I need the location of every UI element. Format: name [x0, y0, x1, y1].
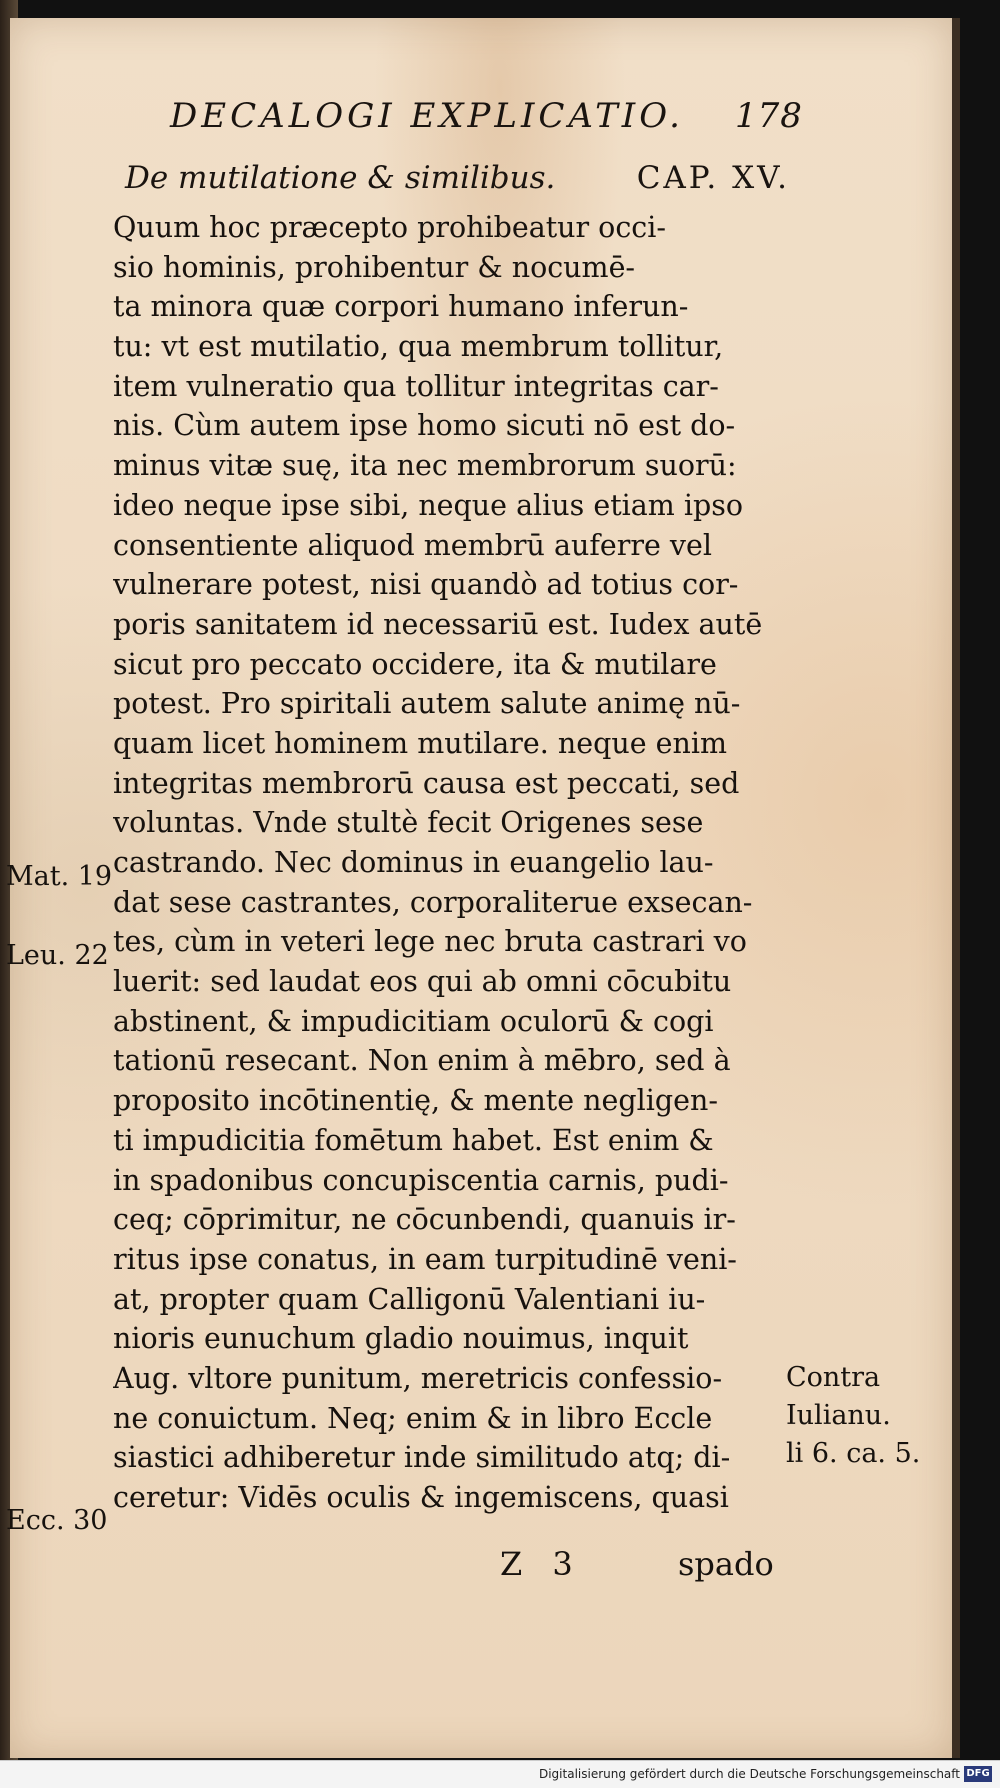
text-line: ritus ipse conatus, in eam turpitudinē veni-: [113, 1242, 737, 1276]
text-line: dat sese castrantes, corporaliterue exsecan-: [113, 885, 753, 919]
chapter-number: CAP. XV.: [636, 160, 790, 196]
text-line: Aug. vltore punitum, meretricis confessio-: [113, 1361, 723, 1395]
margin-note-book-chapter: li 6. ca. 5.: [786, 1438, 921, 1469]
running-title: DECALOGI EXPLICATIO.: [170, 96, 684, 136]
chapter-subject: De mutilatione & similibus.: [125, 160, 556, 196]
text-line: ti impudicitia fomētum habet. Est enim &: [113, 1123, 714, 1157]
margin-note-ecclesiasticus: Ecc. 30: [6, 1505, 108, 1536]
text-line: in spadonibus concupiscentia carnis, pudi-: [113, 1163, 729, 1197]
text-line: ta minora quæ corpori humano inferun-: [113, 290, 689, 324]
text-line: at, propter quam Calligonū Valentiani iu-: [113, 1282, 706, 1316]
margin-note-leviticus: Leu. 22: [6, 940, 109, 971]
text-line: abstinent, & impudicitiam oculorū & cogi: [113, 1004, 714, 1038]
text-line: proposito incōtinentię, & mente negligen-: [113, 1084, 718, 1118]
margin-note-matthew: Mat. 19: [6, 861, 113, 892]
text-line: potest. Pro spiritali autem salute animę nū-: [113, 687, 741, 721]
folio-number: 178: [735, 96, 803, 136]
text-line: vulnerare potest, nisi quandò ad totius cor-: [113, 568, 739, 602]
text-line: minus vitæ suę, ita nec membrorum suorū:: [113, 449, 737, 483]
text-line: castrando. Nec dominus in euangelio lau-: [113, 846, 714, 879]
chapter-heading: [125, 160, 790, 200]
text-line: ceretur: Vidēs oculis & ingemiscens, quasi: [113, 1481, 729, 1514]
text-line: sio hominis, prohibentur & nocumē-: [113, 250, 636, 284]
digitization-note: Digitalisierung gefördert durch die Deutsche Forschungsgemeinschaft: [538, 1767, 960, 1781]
text-line: nis. Cùm autem ipse homo sicuti nō est do-: [113, 409, 736, 443]
text-line: quam licet hominem mutilare. neque enim: [113, 726, 727, 760]
text-line: siastici adhiberetur inde similitudo atq; di-: [113, 1441, 731, 1475]
dfg-logo: DFG: [964, 1766, 992, 1782]
text-line: integritas membrorū causa est peccati, sed: [113, 766, 740, 800]
text-line: tu: vt est mutilatio, qua membrum tollitur,: [113, 330, 724, 364]
catchword: spado: [678, 1545, 774, 1583]
digitization-footer: [0, 1760, 1000, 1788]
text-line: poris sanitatem id necessariū est. Iudex autē: [113, 607, 763, 641]
text-line: voluntas. Vnde stultè fecit Origenes sese: [113, 806, 704, 840]
margin-note-contra: Contra: [786, 1362, 881, 1393]
text-line: sicut pro peccato occidere, ita & mutilare: [113, 647, 717, 681]
signature-mark: Z 3: [500, 1545, 583, 1583]
page-edge-shadow: [952, 18, 960, 1758]
text-line: item vulneratio qua tollitur integritas car-: [113, 369, 719, 403]
text-line: ceq; cōprimitur, ne cōcunbendi, quanuis ir-: [113, 1203, 736, 1237]
body-text: [113, 208, 778, 1518]
text-line: ne conuictum. Neq; enim & in libro Eccle: [113, 1401, 713, 1435]
text-line: consentiente aliquod membrū auferre vel: [113, 528, 712, 562]
text-line: Quum hoc præcepto prohibeatur occi-: [113, 211, 667, 244]
text-line: tationū resecant. Non enim à mēbro, sed à: [113, 1044, 731, 1078]
text-line: ideo neque ipse sibi, neque alius etiam ipso: [113, 488, 743, 522]
margin-note-iulianum: Iulianu.: [786, 1400, 891, 1431]
text-line: tes, cùm in veteri lege nec bruta castrari vo: [113, 925, 747, 959]
text-line: luerit: sed laudat eos qui ab omni cōcubitu: [113, 965, 732, 999]
text-line: nioris eunuchum gladio nouimus, inquit: [113, 1322, 689, 1356]
